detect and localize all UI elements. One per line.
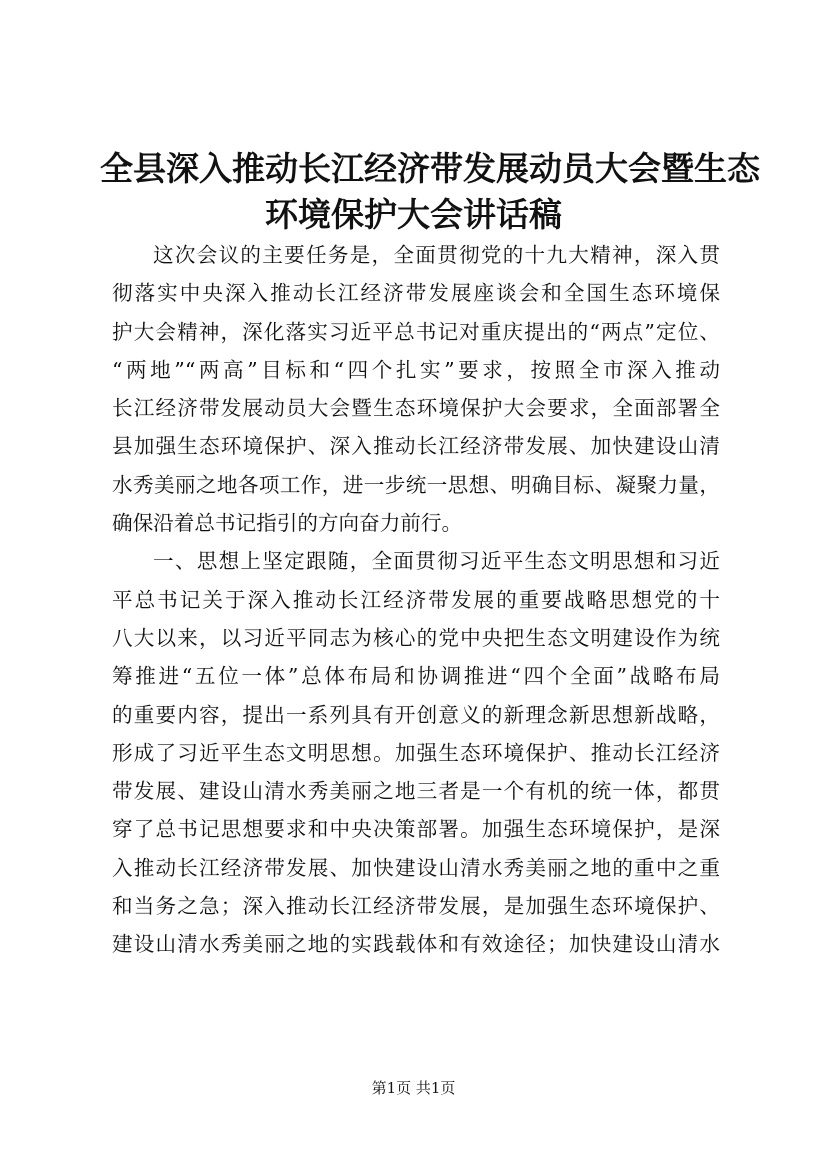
body-line: 八大以来，以习近平同志为核心的党中央把生态文明建设作为统 [112, 625, 720, 650]
body-line: 带发展、建设山清水秀美丽之地三者是一个有机的统一体，都贯 [112, 779, 720, 804]
body-line: 平总书记关于深入推动长江经济带发展的重要战略思想党的十 [112, 587, 720, 612]
document-body [112, 236, 720, 964]
body-line: 的重要内容，提出一系列具有开创意义的新理念新思想新战略， [112, 702, 720, 727]
body-line: 确保沿着总书记指引的方向奋力前行。 [112, 511, 463, 536]
body-line: 穿了总书记思想要求和中央决策部署。加强生态环境保护，是深 [112, 817, 720, 842]
body-line: 彻落实中央深入推动长江经济带发展座谈会和全国生态环境保 [112, 281, 720, 306]
body-line: “两地”“两高”目标和“四个扎实”要求，按照全市深入推动 [112, 357, 720, 382]
body-line: 一、思想上坚定跟随，全面贯彻习近平生态文明思想和习近 [153, 549, 720, 574]
body-line: 护大会精神，深化落实习近平总书记对重庆提出的“两点”定位、 [112, 319, 720, 344]
body-line: 县加强生态环境保护、深入推动长江经济带发展、加快建设山清 [112, 434, 720, 459]
body-line: 筹推进“五位一体”总体布局和协调推进“四个全面”战略布局 [112, 664, 720, 689]
body-line: 入推动长江经济带发展、加快建设山清水秀美丽之地的重中之重 [112, 855, 720, 880]
body-line: 这次会议的主要任务是，全面贯彻党的十九大精神，深入贯 [153, 243, 720, 267]
title-line-1: 全县深入推动长江经济带发展动员大会暨生态 [100, 149, 760, 188]
body-line: 建设山清水秀美丽之地的实践载体和有效途径；加快建设山清水 [112, 932, 720, 957]
body-line: 长江经济带发展动员大会暨生态环境保护大会要求，全面部署全 [112, 396, 720, 421]
document-title [100, 146, 760, 238]
body-line: 和当务之急；深入推动长江经济带发展，是加强生态环境保护、 [112, 894, 720, 919]
page-footer: 第1页 共1页 [371, 1079, 456, 1097]
body-line: 形成了习近平生态文明思想。加强生态环境保护、推动长江经济 [112, 740, 720, 765]
title-line-2: 环境保护大会讲话稿 [265, 195, 562, 234]
body-line: 水秀美丽之地各项工作，进一步统一思想、明确目标、凝聚力量， [112, 472, 720, 497]
